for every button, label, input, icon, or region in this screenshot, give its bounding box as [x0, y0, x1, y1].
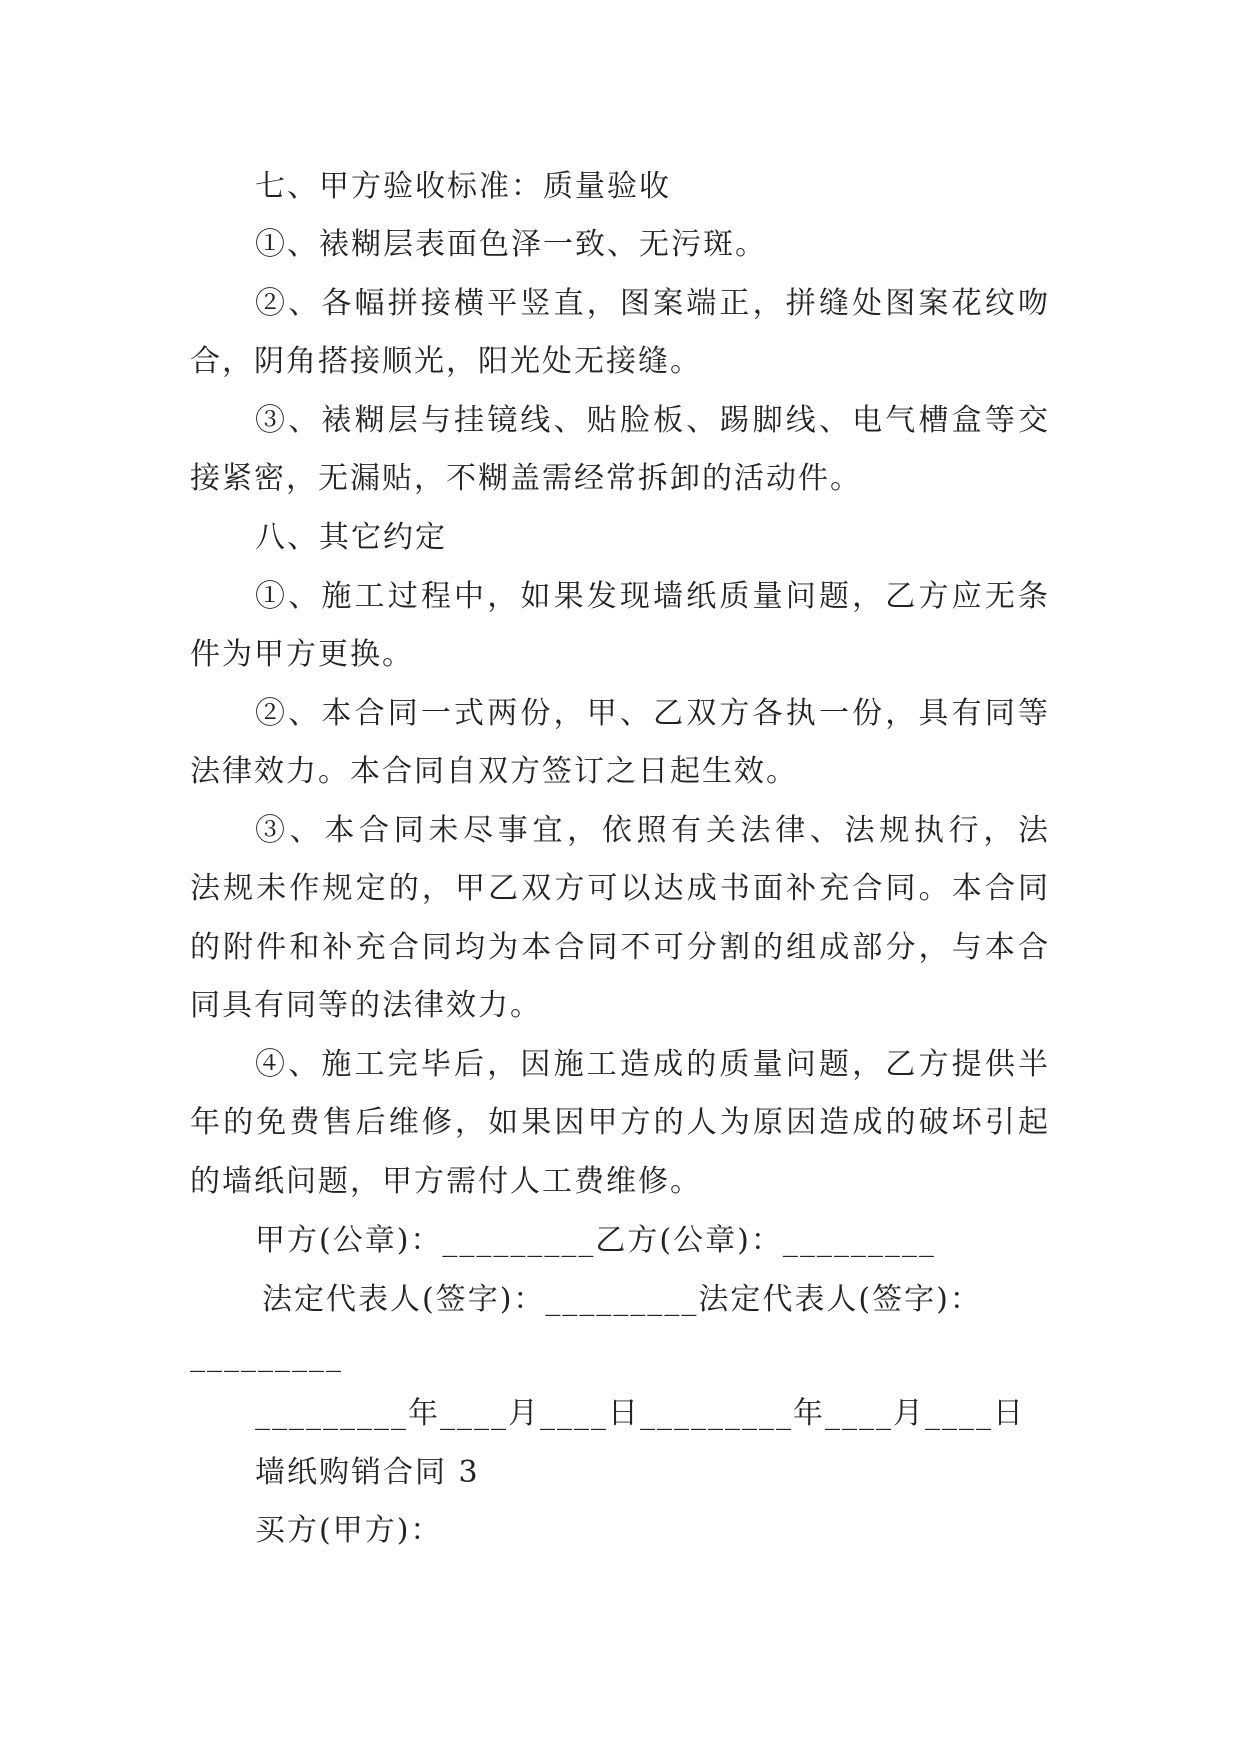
- buyer-label: 买方(甲方)：: [255, 1513, 443, 1548]
- clause-7-3-line-1: ③、裱糊层与挂镜线、贴脸板、踢脚线、电气槽盒等交: [255, 403, 1050, 438]
- clause-7-2-line-1: ②、各幅拼接横平竖直，图案端正，拼缝处图案花纹吻: [255, 286, 1050, 321]
- signature-date-line: _________年____月____日_________年____月____日: [255, 1396, 1025, 1431]
- clause-8-4-line-2: 年的免费售后维修，如果因甲方的人为原因造成的破坏引起: [190, 1105, 1050, 1140]
- clause-8-4-line-1: ④、施工完毕后，因施工造成的质量问题，乙方提供半: [255, 1047, 1050, 1082]
- signature-blank: _________: [190, 1338, 343, 1373]
- section-7-heading: 七、甲方验收标准：质量验收: [255, 169, 671, 204]
- clause-8-2-line-2: 法律效力。本合同自双方签订之日起生效。: [190, 754, 798, 789]
- clause-8-3-line-2: 法规未作规定的，甲乙双方可以达成书面补充合同。本合同: [190, 871, 1050, 906]
- clause-8-3-line-3: 的附件和补充合同均为本合同不可分割的组成部分，与本合: [190, 930, 1050, 965]
- clause-8-1-line-2: 件为甲方更换。: [190, 637, 414, 672]
- clause-8-3-line-1: ③、本合同未尽事宜，依照有关法律、法规执行，法: [255, 813, 1050, 848]
- clause-8-4-line-3: 的墙纸问题，甲方需付人工费维修。: [190, 1164, 702, 1199]
- clause-7-2-line-2: 合，阴角搭接顺光，阳光处无接缝。: [190, 344, 702, 379]
- signature-representative-line: 法定代表人(签字)：_________法定代表人(签字)：: [262, 1282, 982, 1317]
- clause-8-1-line-1: ①、施工过程中，如果发现墙纸质量问题，乙方应无条: [255, 579, 1050, 614]
- signature-seal-line: 甲方(公章)：_________乙方(公章)：_________: [255, 1223, 936, 1258]
- next-contract-title: 墙纸购销合同 3: [255, 1455, 480, 1490]
- clause-7-1: ①、裱糊层表面色泽一致、无污斑。: [255, 227, 767, 262]
- clause-8-3-line-4: 同具有同等的法律效力。: [190, 988, 542, 1023]
- clause-8-2-line-1: ②、本合同一式两份，甲、乙双方各执一份，具有同等: [255, 696, 1050, 731]
- section-8-heading: 八、其它约定: [255, 520, 447, 555]
- clause-7-3-line-2: 接紧密，无漏贴，不糊盖需经常拆卸的活动件。: [190, 461, 862, 496]
